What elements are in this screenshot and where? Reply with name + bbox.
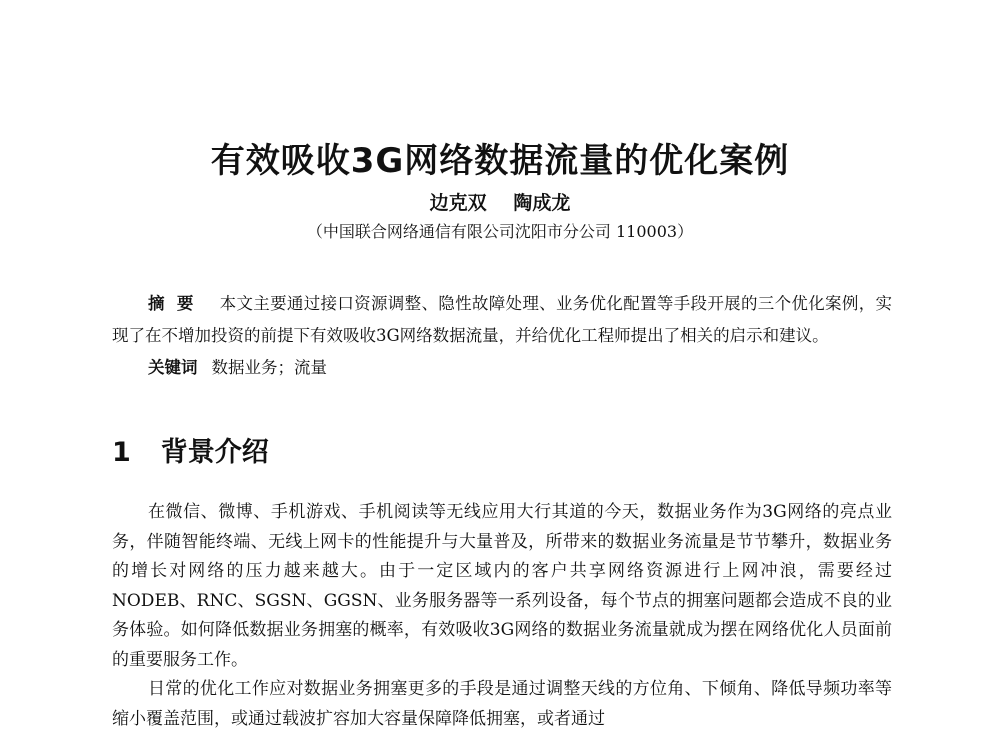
abstract-label: 摘要 (148, 294, 206, 313)
affiliation: （中国联合网络通信有限公司沈阳市分公司 110003） (306, 222, 694, 241)
author-name: 陶成龙 (513, 192, 571, 214)
section-heading (112, 434, 269, 472)
section-number: 1 (112, 437, 131, 468)
author-name: 边克双 (429, 192, 487, 214)
keywords-label: 关键词 (148, 358, 198, 377)
section-title: 背景介绍 (160, 437, 269, 468)
keywords-paragraph (112, 352, 892, 384)
body-paragraph: 在微信、微博、手机游戏、手机阅读等无线应用大行其道的今天，数据业务作为3G网络的亮点业务，伴随智能终端、无线上网卡的性能提升与大量普及，所带来的数据业务流量是节节攀升，数据业务的增长对网络的压力越来越大。由于一定区域内的客户共享网络资源进行上网冲浪，需要经过NODEB、RNC、SGSN、GGSN、业务服务器等一系列设备，每个节点的拥塞问题都会造成不良的业务体验。如何降低数据业务拥塞的概率，有效吸收3G网络的数据业务流量就成为摆在网络优化人员面前的重要服务工作。 (112, 502, 892, 670)
paper-title: 有效吸收3G网络数据流量的优化案例 (210, 141, 790, 181)
abstract-block (112, 288, 892, 384)
authors (0, 190, 1000, 216)
body-text (112, 498, 892, 734)
abstract-text: 本文主要通过接口资源调整、隐性故障处理、业务优化配置等手段开展的三个优化案例，实现了在不增加投资的前提下有效吸收3G网络数据流量，并给优化工程师提出了相关的启示和建议。 (112, 294, 893, 345)
abstract-paragraph (112, 288, 892, 352)
body-paragraph: 日常的优化工作应对数据业务拥塞更多的手段是通过调整天线的方位角、下倾角、降低导频功率等缩小覆盖范围，或通过载波扩容加大容量保障降低拥塞，或者通过 (112, 679, 892, 729)
keywords-text: 数据业务；流量 (211, 358, 327, 377)
